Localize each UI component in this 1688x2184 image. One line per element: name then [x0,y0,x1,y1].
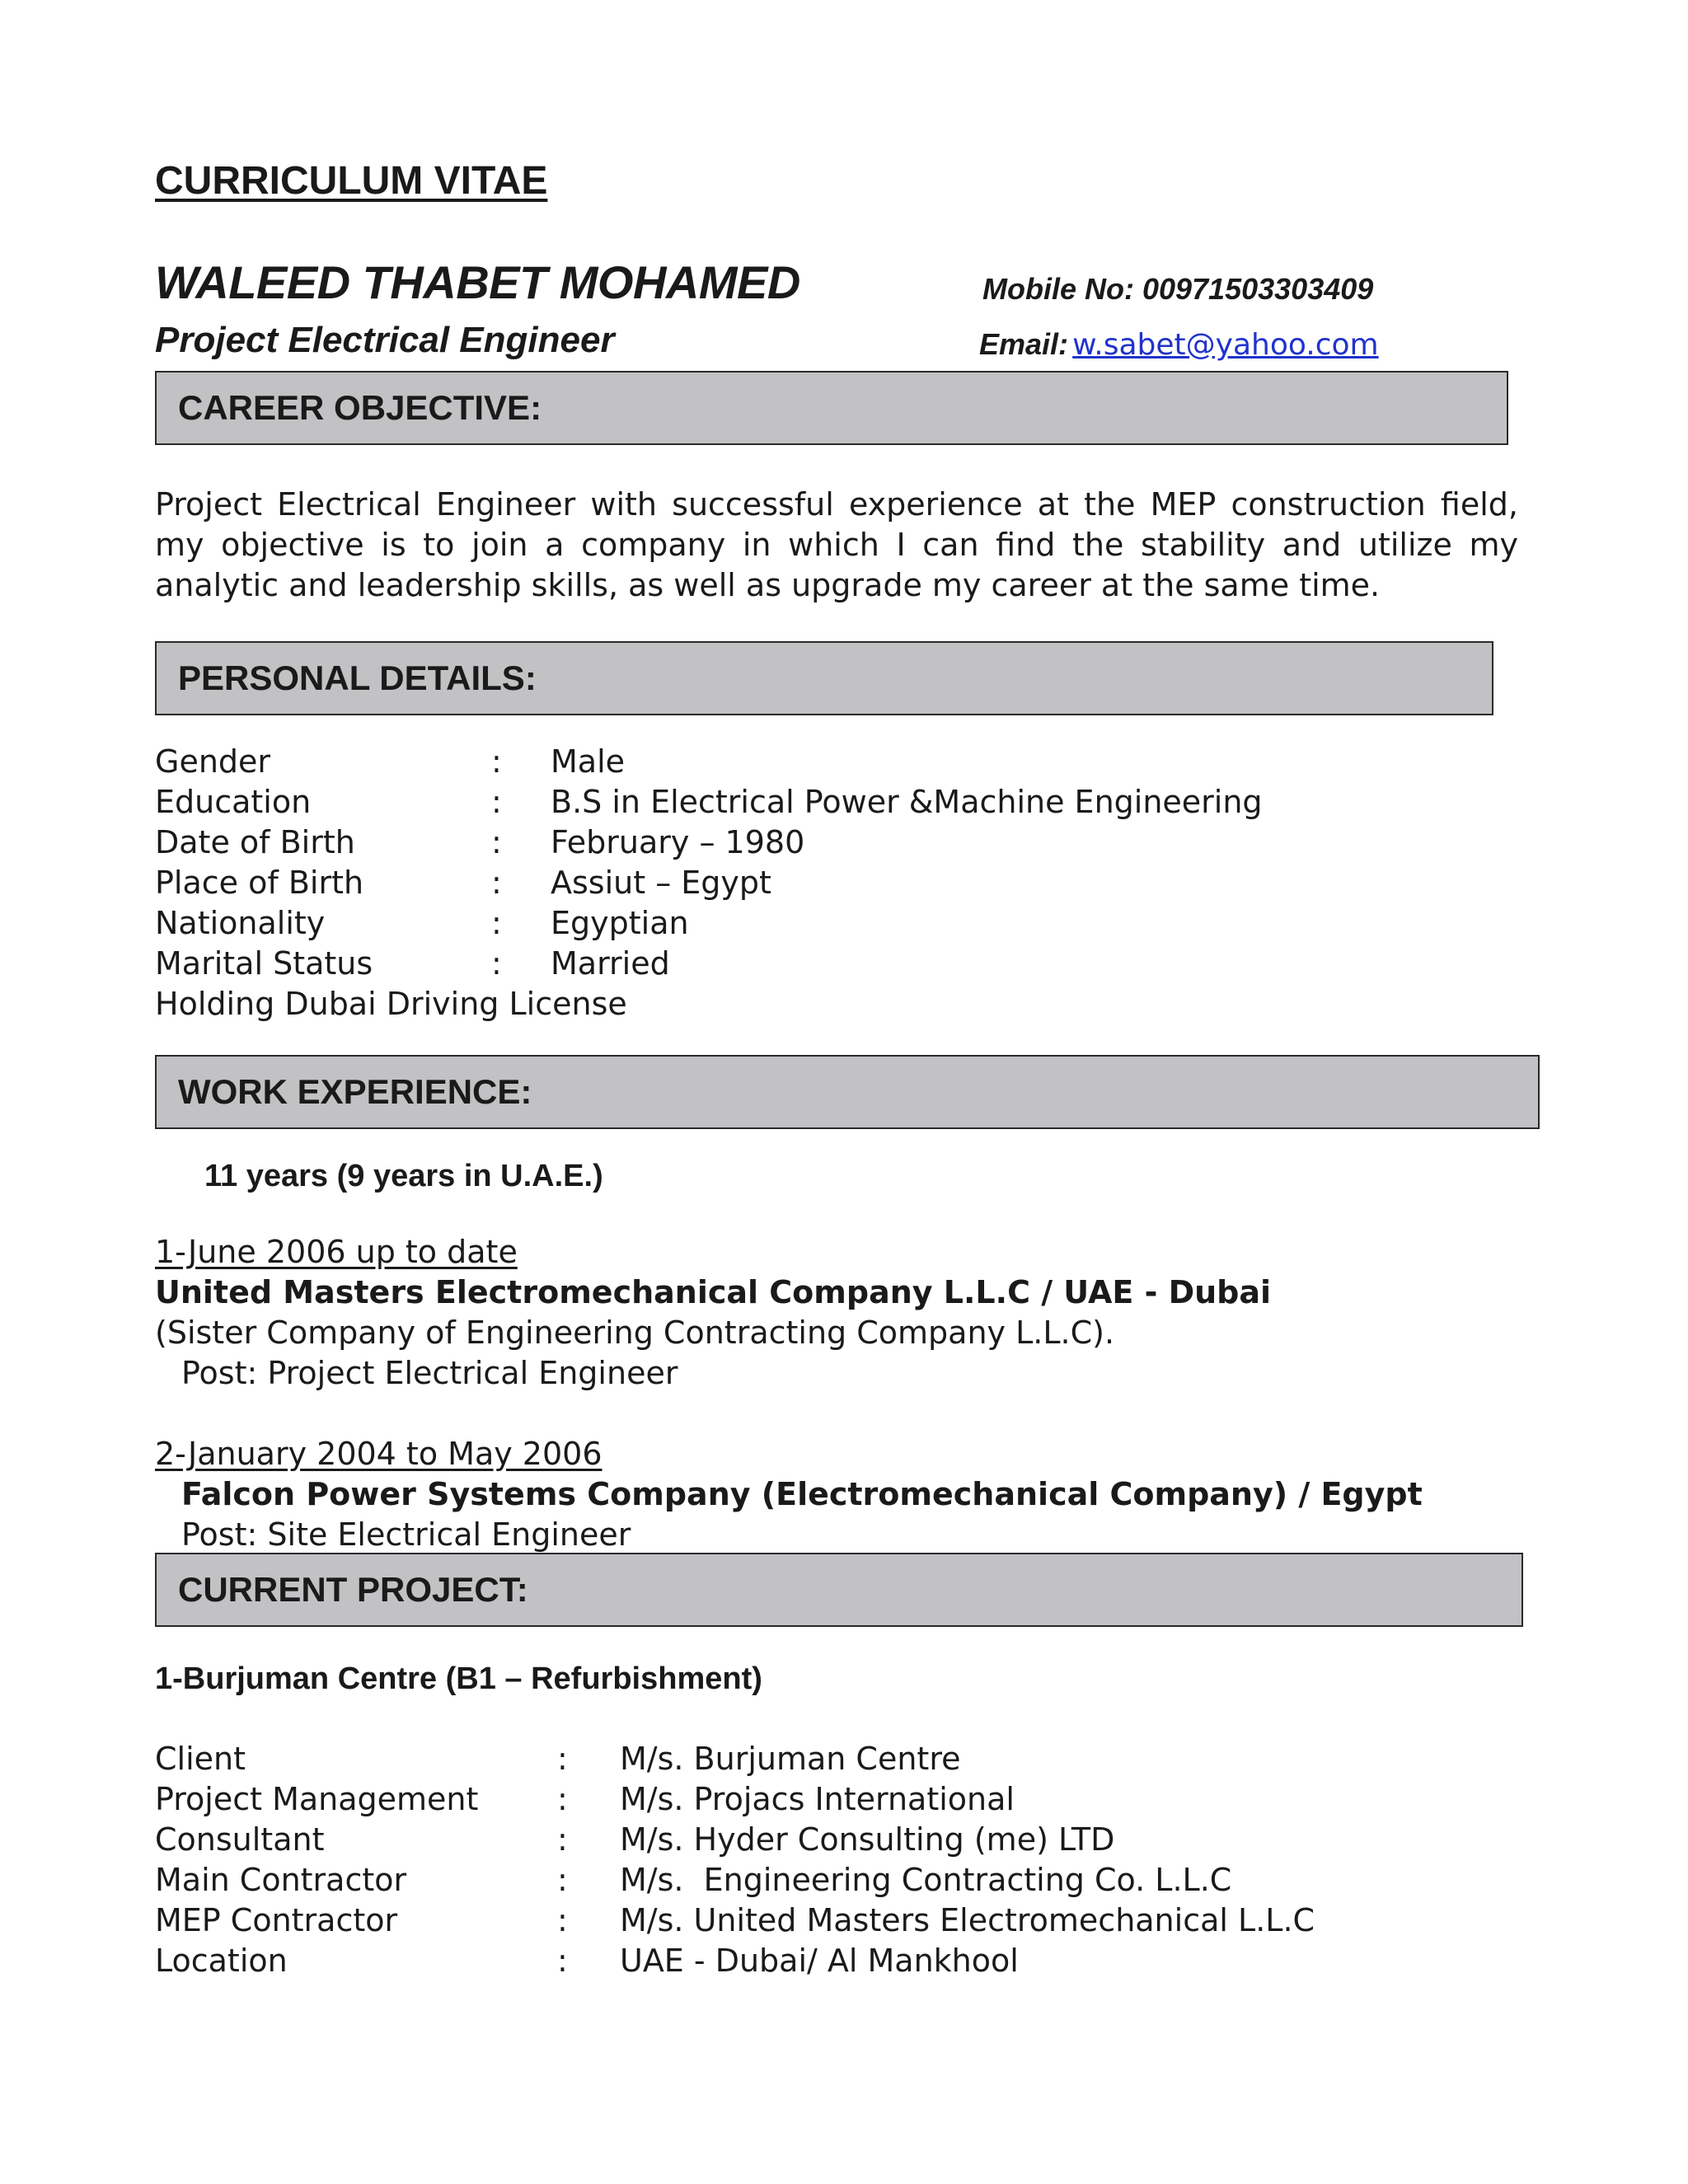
detail-label: Gender [155,743,271,780]
detail-label: Nationality [155,905,326,941]
project-value: M/s. United Masters Electromechanical L.L.C [620,1902,1315,1938]
job-note: (Sister Company of Engineering Contracting Company L.L.C). [155,1315,1115,1351]
work-experience-heading: WORK EXPERIENCE: [178,1072,532,1111]
project-separator: : [557,1781,568,1817]
project-separator: : [557,1821,568,1858]
detail-separator: : [491,743,502,780]
project-label: Project Management [155,1781,479,1817]
work-experience-header [155,1055,1540,1129]
job-post: Post: Project Electrical Engineer [181,1355,678,1391]
detail-value: Egyptian [551,905,689,941]
detail-value: Male [551,743,626,780]
project-value: M/s. Engineering Contracting Co. L.L.C [620,1862,1232,1898]
current-project-header [155,1553,1523,1627]
project-separator: : [557,1943,568,1979]
detail-label: Place of Birth [155,865,364,901]
project-value: M/s. Hyder Consulting (me) LTD [620,1821,1115,1858]
candidate-name: WALEED THABET MOHAMED [155,256,800,308]
document-title: CURRICULUM VITAE [155,159,548,203]
email-label: Email: [979,327,1069,361]
project-label: Location [155,1943,288,1979]
project-title: 1-Burjuman Centre (B1 – Refurbishment) [155,1661,762,1696]
career-objective-header [155,371,1508,445]
project-value: UAE - Dubai/ Al Mankhool [620,1943,1019,1979]
personal-details-header [155,641,1493,715]
detail-separator: : [491,824,502,860]
detail-separator: : [491,945,502,982]
mobile-number: Mobile No: 00971503303409 [982,272,1374,306]
detail-label: Marital Status [155,945,373,982]
project-label: Consultant [155,1821,325,1858]
detail-label: Date of Birth [155,824,355,860]
detail-value: February – 1980 [551,824,805,860]
email-link[interactable]: w.sabet@yahoo.com [1072,328,1379,362]
job-company: United Masters Electromechanical Company L.L.C / UAE - Dubai [155,1274,1272,1310]
job-period: 1-June 2006 up to date [155,1234,518,1270]
career-objective-heading: CAREER OBJECTIVE: [178,388,542,427]
detail-separator: : [491,905,502,941]
detail-value: Assiut – Egypt [551,865,771,901]
detail-value: B.S in Electrical Power &Machine Engineering [551,784,1263,820]
project-label: Main Contractor [155,1862,407,1898]
job-post: Post: Site Electrical Engineer [181,1516,631,1553]
project-label: Client [155,1741,246,1777]
project-value: M/s. Burjuman Centre [620,1741,961,1777]
job-period: 2-January 2004 to May 2006 [155,1436,603,1472]
detail-separator: : [491,784,502,820]
project-label: MEP Contractor [155,1902,398,1938]
job-company: Falcon Power Systems Company (Electromechanical Company) / Egypt [181,1476,1423,1512]
current-project-heading: CURRENT PROJECT: [178,1570,528,1609]
project-separator: : [557,1862,568,1898]
detail-label: Education [155,784,312,820]
project-value: M/s. Projacs International [620,1781,1015,1817]
email-row [979,327,1379,362]
detail-separator: : [491,865,502,901]
driving-license-note: Holding Dubai Driving License [155,986,627,1022]
career-objective-text: Project Electrical Engineer with successful experience at the MEP construction field, my objective is to join a company in which I can find the stability and utilize my analytic and leadership skills, as well as upgrade my career at the same time. [155,486,1518,603]
detail-value: Married [551,945,670,982]
candidate-role: Project Electrical Engineer [155,320,615,360]
project-separator: : [557,1902,568,1938]
personal-details-heading: PERSONAL DETAILS: [178,658,537,697]
experience-years: 11 years (9 years in U.A.E.) [204,1159,603,1193]
project-separator: : [557,1741,568,1777]
